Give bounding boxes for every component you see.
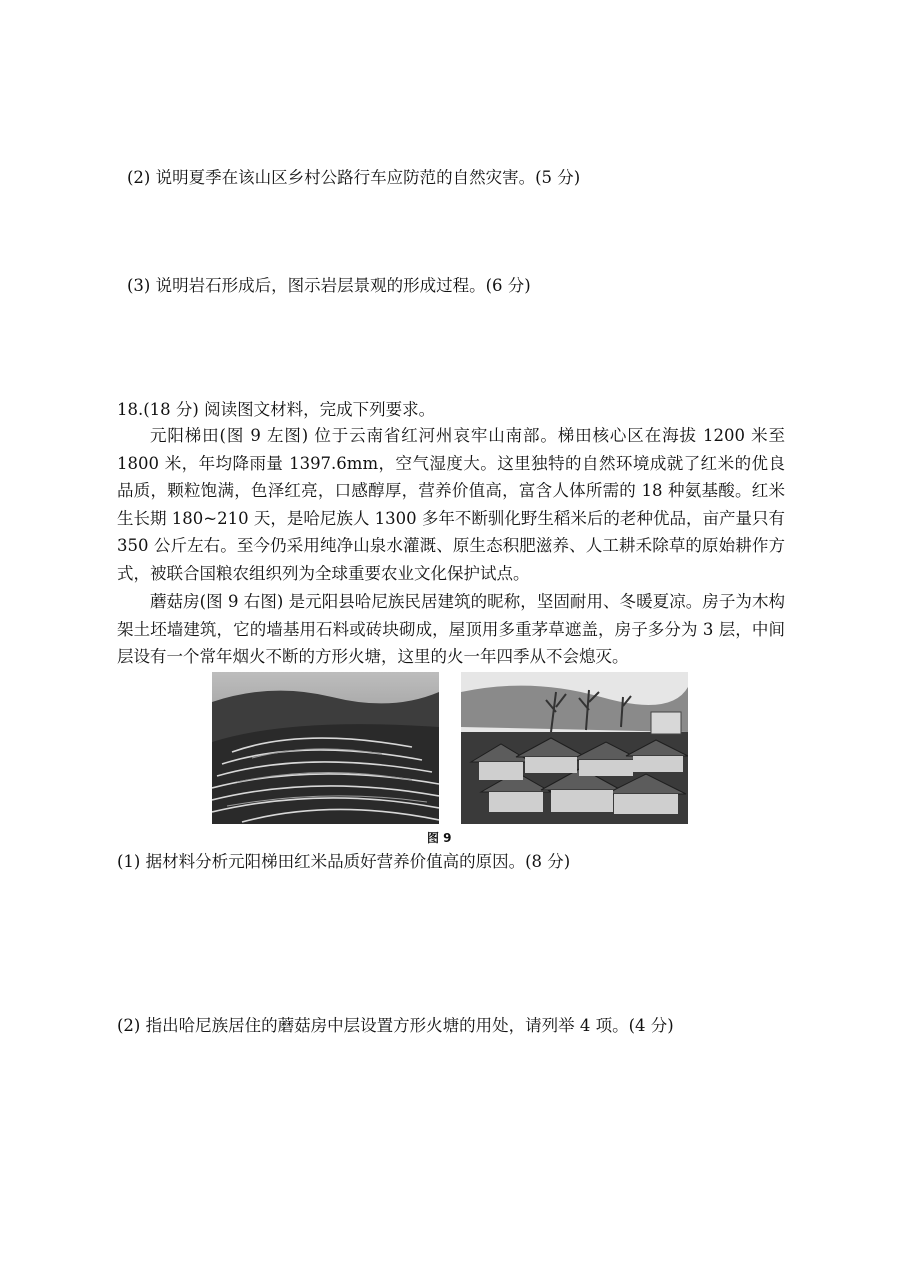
question-18-heading: 18.(18 分) 阅读图文材料，完成下列要求。 bbox=[117, 400, 436, 419]
paragraph-terraces: 元阳梯田(图 9 左图) 位于云南省红河州哀牢山南部。梯田核心区在海拔 1200 米至 1800 米，年均降雨量 1397.6mm，空气湿度大。这里独特的自然环境成就了红米的优良品质，颗粒饱满，色泽红亮，口感醇厚，营养价值高，富含人体所需的 18 种氨基酸。红米生长期 180~210 天，是哈尼族人 1300 多年不断驯化野生稻米后的老种优品，亩产量只有 350 公斤左右。至今仍采用纯净山泉水灌溉、原生态积肥滋养、人工耕禾除草的原始耕作方式，被联合国粮农组织列为全球重要农业文化保护试点。 bbox=[117, 426, 785, 583]
question-18-2: (2) 指出哈尼族居住的蘑菇房中层设置方形火塘的用处，请列举 4 项。(4 分) bbox=[117, 1016, 674, 1035]
terraces-illustration bbox=[212, 672, 439, 824]
paragraph-mushroom-house: 蘑菇房(图 9 右图) 是元阳县哈尼族民居建筑的昵称，坚固耐用、冬暖夏凉。房子为木构架土坯墙建筑，它的墙基用石料或砖块砌成，屋顶用多重茅草遮盖，房子多分为 3 层，中间层设有一个常年烟火不断的方形火塘，这里的火一年四季从不会熄灭。 bbox=[117, 592, 785, 667]
question-18-1: (1) 据材料分析元阳梯田红米品质好营养价值高的原因。(8 分) bbox=[117, 852, 571, 871]
village-illustration bbox=[461, 672, 688, 824]
figure-caption: 图 9 bbox=[427, 831, 452, 845]
terraces-photo bbox=[212, 672, 439, 824]
question-17-3: (3) 说明岩石形成后，图示岩层景观的形成过程。(6 分) bbox=[127, 276, 531, 295]
question-17-2: (2) 说明夏季在该山区乡村公路行车应防范的自然灾害。(5 分) bbox=[127, 168, 581, 187]
mushroom-house-photo bbox=[461, 672, 688, 824]
